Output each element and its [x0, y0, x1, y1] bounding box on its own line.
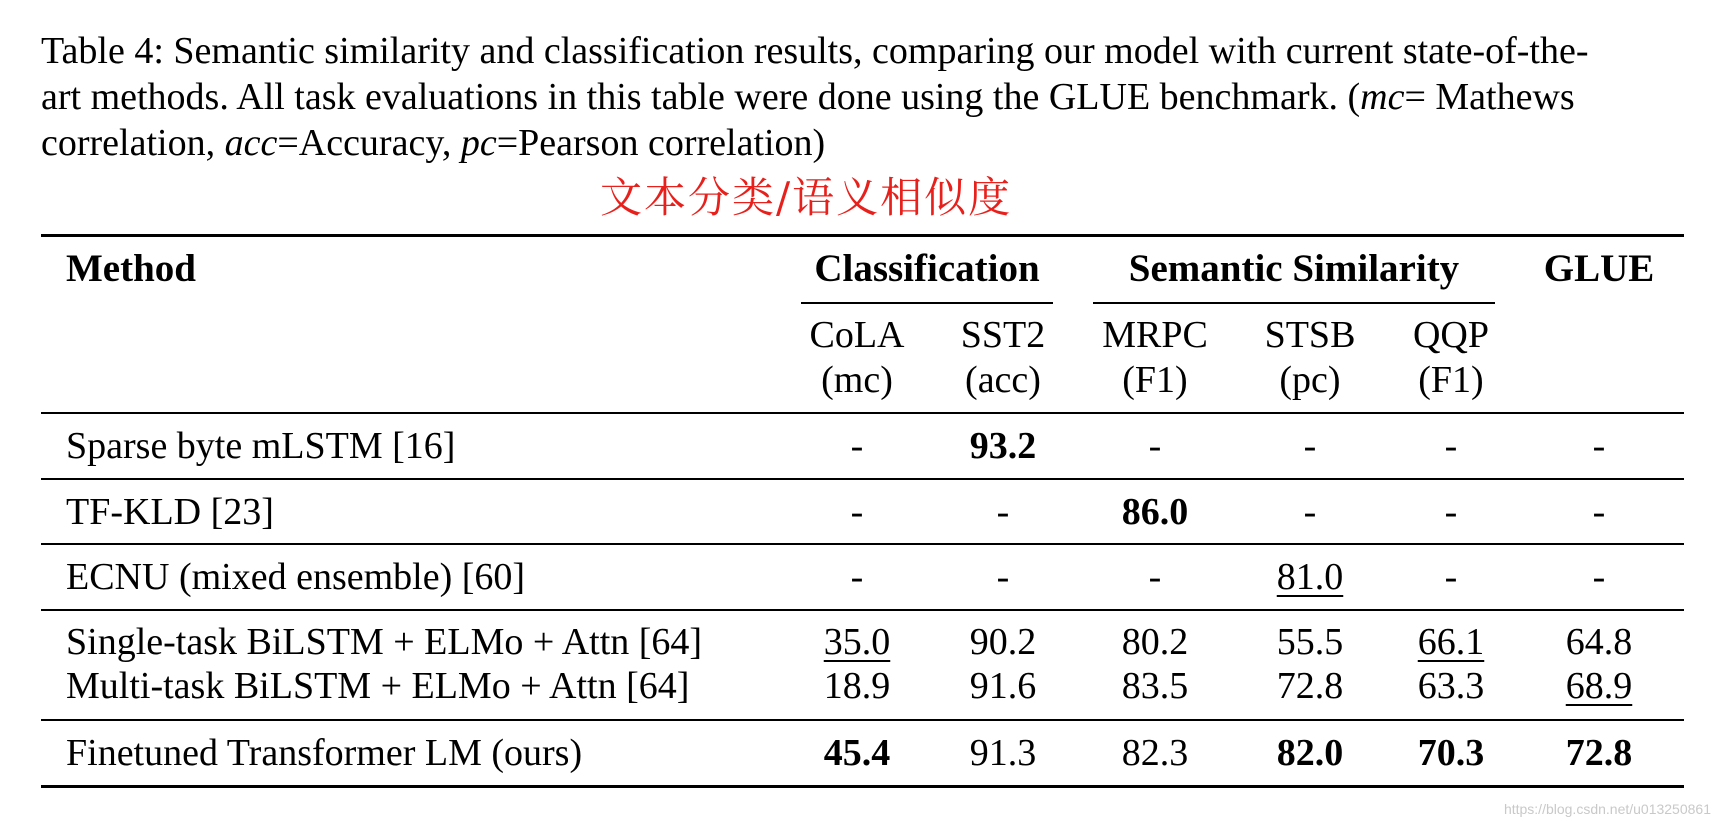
row5-sst2: 91.6	[969, 665, 1037, 707]
semantic-underline	[1093, 302, 1495, 304]
caption-line-2-text: art methods. All task evaluations in this table were done using the GLUE benchmark. (	[41, 76, 1361, 118]
classification-underline	[801, 302, 1053, 304]
subheader-qqp-name: QQP	[1412, 314, 1490, 356]
row2-glue: -	[1592, 491, 1606, 533]
row3-mrpc: -	[1148, 556, 1162, 598]
row3-cola: -	[850, 556, 864, 598]
caption-mc-def: = Mathews	[1404, 76, 1575, 118]
row3-sst2: -	[996, 556, 1010, 598]
row1-stsb: -	[1303, 425, 1317, 467]
red-annotation: 文本分类/语义相似度	[600, 173, 1013, 222]
row5-glue: 68.9	[1565, 665, 1633, 707]
caption-line-1: Table 4: Semantic similarity and classification results, comparing our model with current state-of-the-	[41, 30, 1589, 72]
header-rule	[41, 412, 1684, 414]
row4-cola: 35.0	[823, 621, 891, 663]
header-classification: Classification	[814, 247, 1040, 290]
subheader-stsb	[1265, 313, 1356, 403]
caption-acc-def: =Accuracy,	[277, 122, 461, 164]
header-semantic-similarity: Semantic Similarity	[1128, 247, 1460, 290]
row2-cola: -	[850, 491, 864, 533]
row5-stsb: 72.8	[1276, 665, 1344, 707]
row3-method: ECNU (mixed ensemble) [60]	[66, 556, 526, 598]
caption-line-3-text: correlation,	[41, 122, 225, 164]
row6-cola: 45.4	[823, 732, 891, 774]
row5-method: Multi-task BiLSTM + ELMo + Attn [64]	[66, 665, 690, 707]
header-method: Method	[66, 247, 196, 290]
subheader-qqp-metric: (F1)	[1418, 359, 1484, 401]
header-glue: GLUE	[1543, 247, 1655, 290]
row6-qqp: 70.3	[1417, 732, 1485, 774]
subheader-sst2-name: SST2	[960, 314, 1046, 356]
row5-cola: 18.9	[823, 665, 891, 707]
row-rule-3	[41, 609, 1684, 611]
row4-mrpc: 80.2	[1121, 621, 1189, 663]
row5-mrpc: 83.5	[1121, 665, 1189, 707]
row1-cola: -	[850, 425, 864, 467]
row3-glue: -	[1592, 556, 1606, 598]
row-rule-2	[41, 543, 1684, 545]
row6-mrpc: 82.3	[1121, 732, 1189, 774]
row4-glue: 64.8	[1565, 621, 1633, 663]
subheader-cola-name: CoLA	[809, 314, 905, 356]
subheader-cola	[810, 313, 905, 403]
row2-sst2: -	[996, 491, 1010, 533]
row1-method: Sparse byte mLSTM [16]	[66, 425, 456, 467]
row1-mrpc: -	[1148, 425, 1162, 467]
row2-method: TF-KLD [23]	[66, 491, 274, 533]
row6-glue: 72.8	[1565, 732, 1633, 774]
table-caption	[41, 28, 1717, 166]
subheader-mrpc-name: MRPC	[1102, 314, 1208, 356]
subheader-stsb-metric: (pc)	[1279, 359, 1341, 401]
row3-stsb: 81.0	[1276, 556, 1344, 598]
subheader-mrpc	[1102, 313, 1208, 403]
caption-mc: mc	[1360, 76, 1405, 118]
subheader-sst2-metric: (acc)	[965, 359, 1041, 401]
row2-mrpc: 86.0	[1121, 491, 1189, 533]
top-rule	[41, 234, 1684, 237]
row1-sst2: 93.2	[969, 425, 1037, 467]
caption-line-2	[41, 74, 1717, 120]
row1-glue: -	[1592, 425, 1606, 467]
row-rule-4	[41, 719, 1684, 721]
row6-sst2: 91.3	[969, 732, 1037, 774]
watermark: https://blog.csdn.net/u013250861	[1503, 801, 1711, 817]
caption-line-3	[41, 120, 1717, 166]
row4-method: Single-task BiLSTM + ELMo + Attn [64]	[66, 621, 703, 663]
subheader-mrpc-metric: (F1)	[1122, 359, 1188, 401]
row-rule-1	[41, 478, 1684, 480]
row1-qqp: -	[1444, 425, 1458, 467]
row4-stsb: 55.5	[1276, 621, 1344, 663]
row5-qqp: 63.3	[1417, 665, 1485, 707]
caption-pc: pc	[460, 122, 497, 164]
row4-sst2: 90.2	[969, 621, 1037, 663]
subheader-stsb-name: STSB	[1264, 314, 1356, 356]
row4-qqp: 66.1	[1417, 621, 1485, 663]
caption-pc-def: =Pearson correlation)	[496, 122, 826, 164]
row6-method: Finetuned Transformer LM (ours)	[66, 732, 583, 774]
caption-acc: acc	[224, 122, 278, 164]
row2-stsb: -	[1303, 491, 1317, 533]
bottom-rule	[41, 785, 1684, 788]
row3-qqp: -	[1444, 556, 1458, 598]
subheader-cola-metric: (mc)	[821, 359, 893, 401]
subheader-qqp	[1413, 313, 1489, 403]
row6-stsb: 82.0	[1276, 732, 1344, 774]
subheader-sst2	[961, 313, 1045, 403]
row2-qqp: -	[1444, 491, 1458, 533]
